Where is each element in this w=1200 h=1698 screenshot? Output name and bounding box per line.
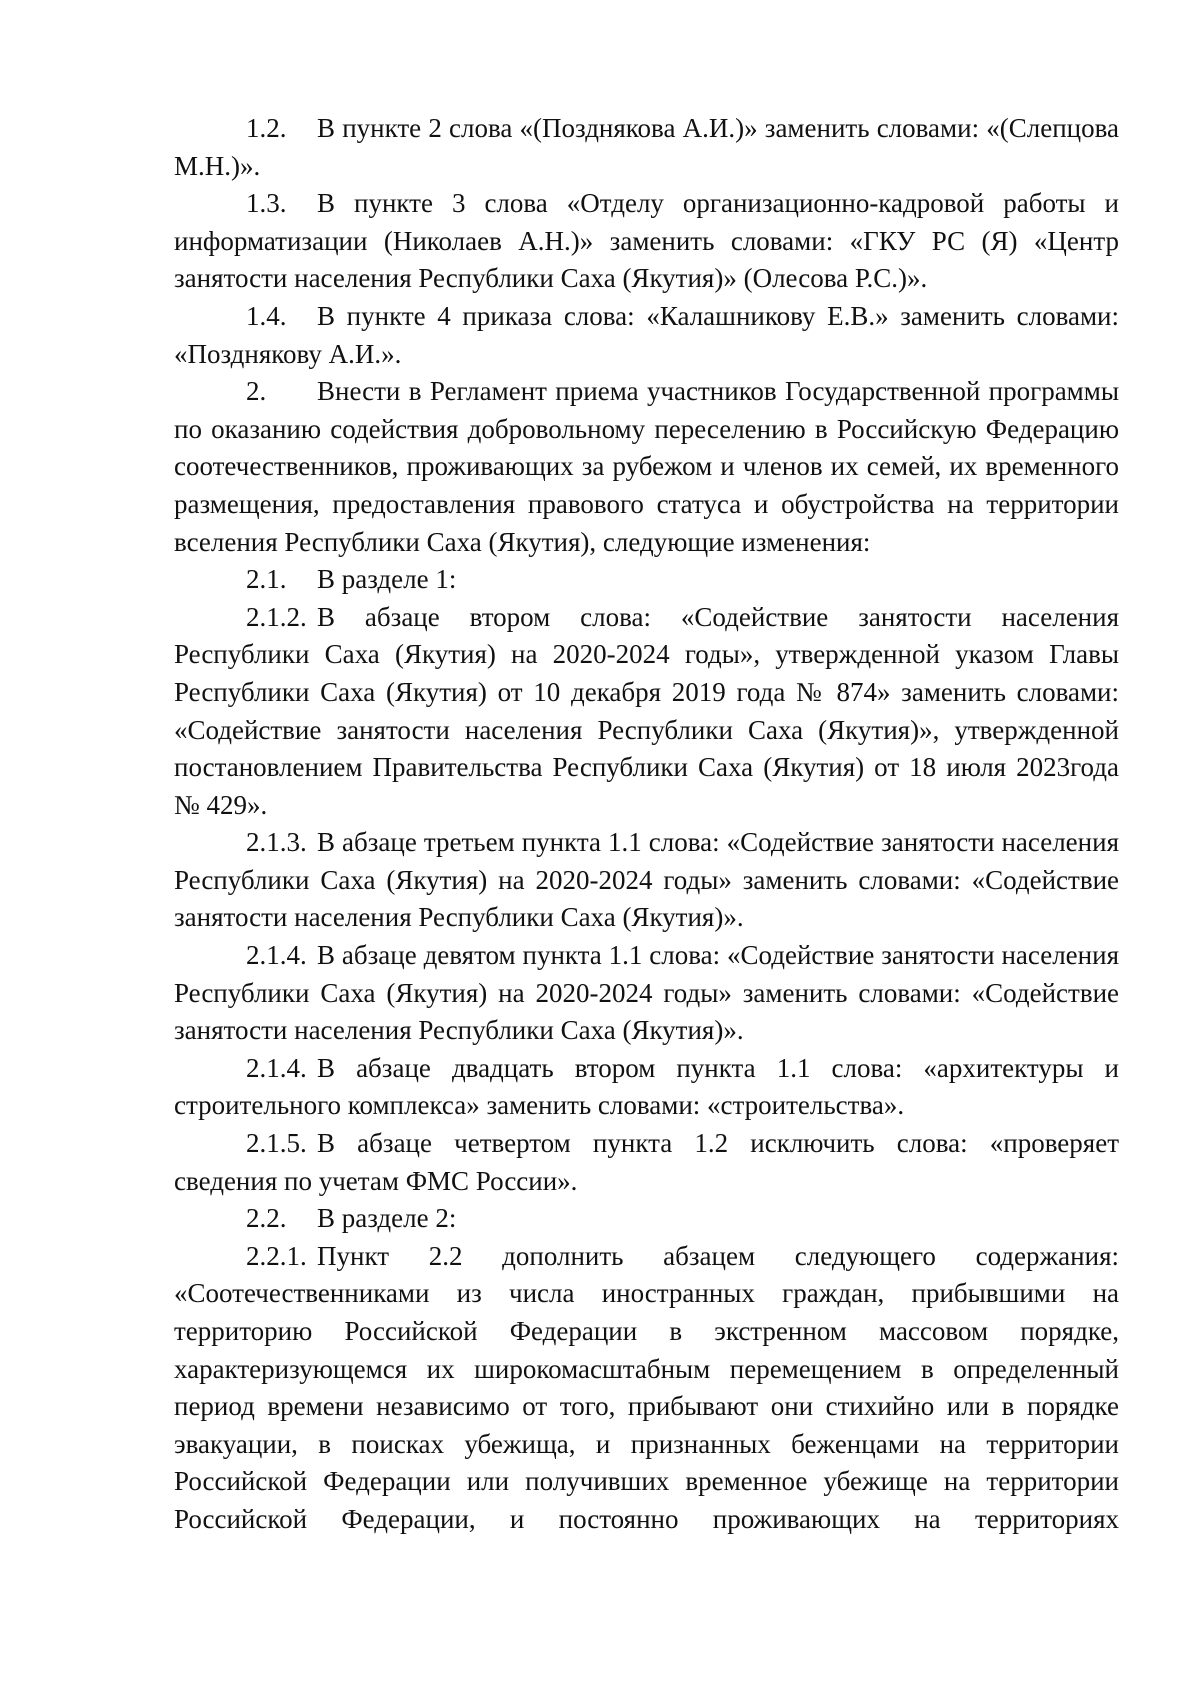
paragraph-number: 1.4.	[246, 300, 287, 331]
paragraph-text: В абзаце четвертом пункта 1.2 исключить слова: «проверяет сведения по учетам ФМС России».	[174, 1128, 1119, 1196]
paragraph-number: 2.2.1.	[246, 1240, 307, 1271]
paragraph-2-2	[174, 1200, 1119, 1238]
paragraph-number: 2.1.5.	[246, 1128, 307, 1159]
paragraph-number: 1.2.	[246, 113, 287, 143]
paragraph-text: В абзаце девятом пункта 1.1 слова: «Содействие занятости населения Республики Саха (Якутия) на 2020-2024 годы» заменить словами: «Содействие занятости населения Республики Саха (Якутия)».	[174, 940, 1119, 1046]
paragraph-text: В пункте 3 слова «Отделу организационно-кадровой работы и информатизации (Николаев А.Н.)» заменить словами: «ГКУ РС (Я) «Центр занятости населения Республики Саха (Якутия)» (Олесова Р.С.)».	[174, 188, 1119, 294]
paragraph-2-1-5	[174, 1125, 1119, 1200]
paragraph-number: 2.2.	[246, 1203, 287, 1234]
paragraph-2-1-2	[174, 599, 1119, 825]
paragraph-2-1	[174, 561, 1119, 599]
paragraph-2-2-1	[174, 1238, 1119, 1539]
paragraph-text: В абзаце двадцать втором пункта 1.1 слова: «архитектуры и строительного комплекса» заменить словами: «строительства».	[174, 1052, 1119, 1121]
paragraph-text: В абзаце третьем пункта 1.1 слова: «Содействие занятости населения Республики Саха (Якутия) на 2020-2024 годы» заменить словами: «Содействие занятости населения Республики Саха (Якутия)».	[174, 827, 1119, 933]
paragraph-text: В разделе 1:	[317, 564, 457, 595]
paragraph-text: В абзаце втором слова: «Содействие занятости населения Республики Саха (Якутия) на 2020-2024 годы», утвержденной указом Главы Республики Саха (Якутия) от 10 декабря 2019 года № 874» заменить словами: «Содействие занятости населения Республики Саха (Якутия)», утвержденной постановлением Правительства Республики Саха (Якутия) от 18 июля 2023года № 429».	[174, 601, 1119, 820]
paragraph-number: 1.3.	[246, 188, 287, 219]
paragraph-1-4	[174, 298, 1119, 373]
paragraph-number: 2.1.3.	[246, 827, 307, 858]
document-page	[174, 110, 1119, 1539]
paragraph-text: В разделе 2:	[317, 1203, 457, 1234]
paragraph-number: 2.1.	[246, 564, 287, 595]
paragraph-2-1-4-b	[174, 1050, 1119, 1125]
paragraph-2-1-4-a	[174, 937, 1119, 1050]
paragraph-1-2	[174, 110, 1119, 185]
paragraph-text: Внести в Регламент приема участников Государственной программы по оказанию содействия добровольному переселению в Российскую Федерацию соотечественников, проживающих за рубежом и членов их семей, их временного размещения, предоставления правового статуса и обустройства на территории вселения Республики Саха (Якутия), следующие изменения:	[174, 376, 1119, 557]
paragraph-number: 2.1.4.	[246, 1052, 307, 1083]
paragraph-number: 2.1.4.	[246, 940, 307, 971]
paragraph-text: В пункте 2 слова «(Позднякова А.И.)» заменить словами: «(Слепцова М.Н.)».	[174, 113, 1119, 181]
paragraph-2-1-3	[174, 824, 1119, 937]
paragraph-text: В пункте 4 приказа слова: «Калашникову Е.В.» заменить словами: «Позднякову А.И.».	[174, 300, 1119, 369]
paragraph-number: 2.	[246, 376, 267, 407]
paragraph-2	[174, 373, 1119, 561]
paragraph-1-3	[174, 185, 1119, 298]
paragraph-number: 2.1.2.	[246, 601, 307, 632]
paragraph-text: Пункт 2.2 дополнить абзацем следующего содержания: «Соотечественниками из числа иностранных граждан, прибывшими на территорию Российской Федерации в экстренном массовом порядке, характеризующемся их широкомасштабным перемещением в определенный период времени независимо от того, прибывают они стихийно или в порядке эвакуации, в поисках убежища, и признанных беженцами на территории Российской Федерации или получивших временное убежище на территории Российской Федерации, и постоянно проживающих на территориях	[174, 1240, 1119, 1534]
